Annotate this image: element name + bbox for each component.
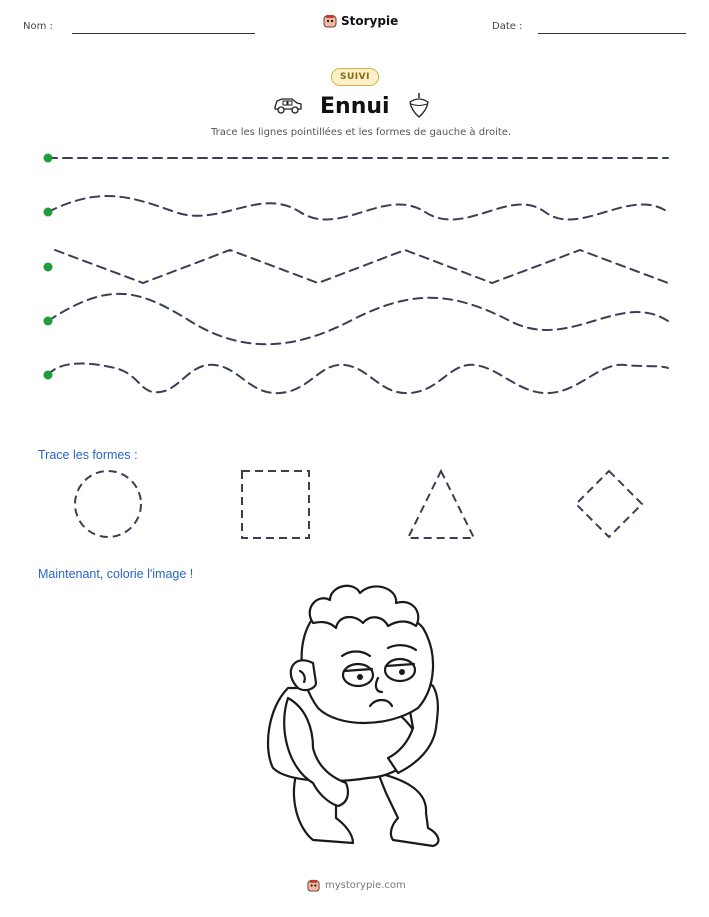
date-label: Date : [492, 21, 523, 32]
tracing-lines[interactable] [0, 0, 709, 420]
storypie-icon [307, 879, 320, 892]
tracing-line-zigzag [55, 250, 668, 283]
tracing-line-large-wave [48, 294, 668, 344]
shape-square [242, 471, 309, 538]
start-dot [44, 371, 53, 380]
bored-boy-illustration [258, 578, 458, 864]
shape-triangle [408, 471, 474, 538]
start-dot [44, 263, 53, 272]
start-dot [44, 208, 53, 217]
color-section-label: Maintenant, colorie l'image ! [38, 567, 194, 581]
start-dot [44, 317, 53, 326]
tracing-shapes[interactable] [0, 460, 709, 550]
footer [307, 879, 406, 892]
name-label: Nom : [23, 21, 53, 32]
shape-circle [75, 471, 141, 537]
level-badge: SUIVI [331, 68, 379, 86]
page-title: Ennui [320, 94, 390, 119]
tracing-line-wave [48, 196, 668, 219]
shapes-section-label: Trace les formes : [38, 448, 138, 462]
brand-name: Storypie [341, 14, 399, 28]
start-dot [44, 154, 53, 163]
footer-url[interactable]: mystorypie.com [325, 880, 406, 891]
shape-diamond [576, 471, 642, 537]
tracing-line-bumps [48, 364, 668, 394]
instruction-text: Trace les lignes pointillées et les formes de gauche à droite. [211, 127, 512, 138]
